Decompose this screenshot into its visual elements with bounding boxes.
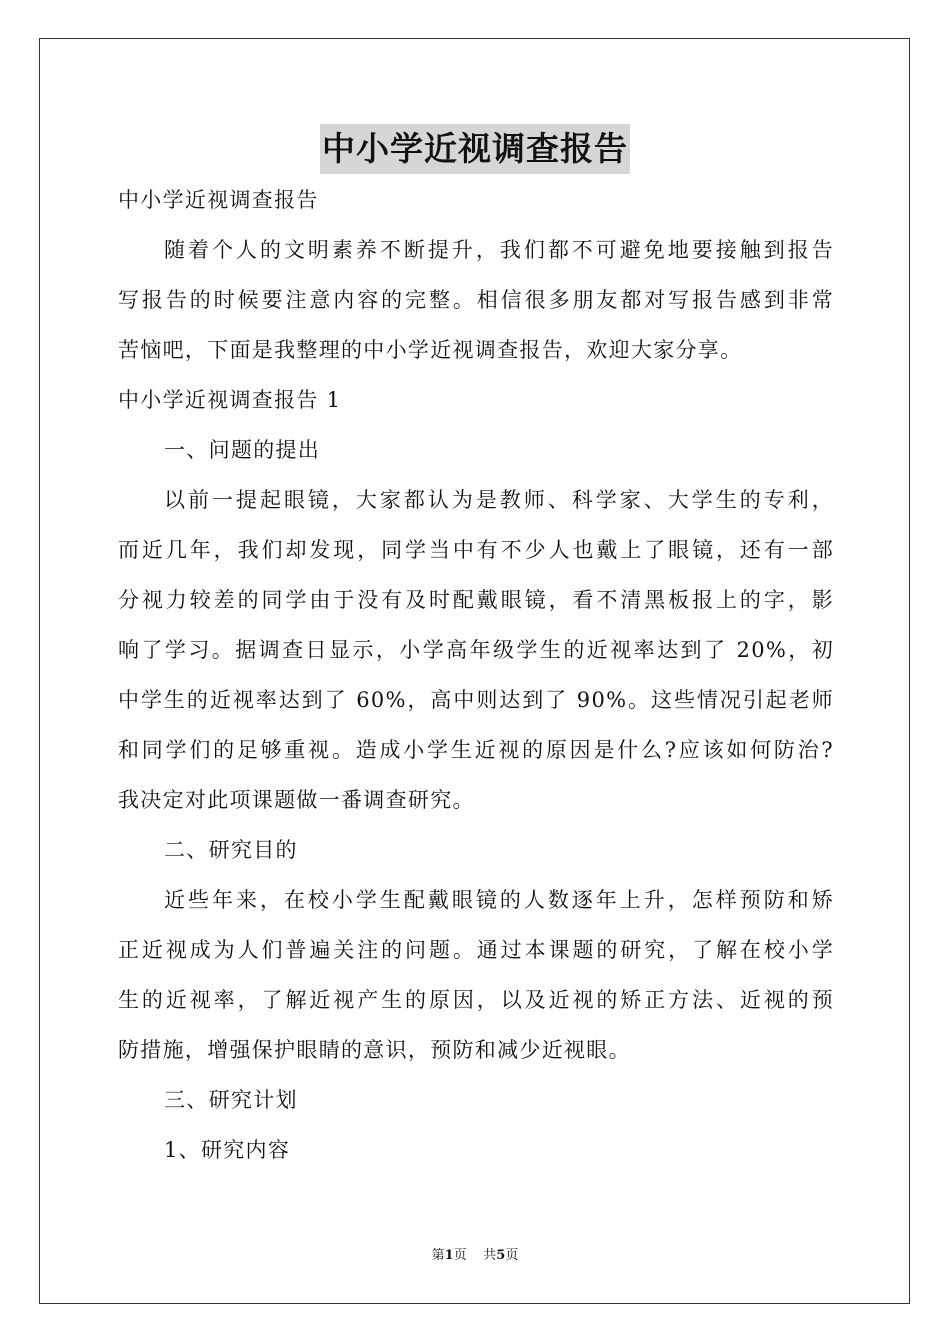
section-heading: 一、问题的提出 <box>164 438 321 462</box>
footer-total-pages: 5 <box>496 1248 506 1263</box>
subtitle-line: 中小学近视调查报告 <box>118 188 319 212</box>
paragraph-line: 以前一提起眼镜，大家都认为是教师、科学家、大学生的专利， <box>164 488 834 512</box>
page-footer <box>0 1247 950 1265</box>
paragraph-line: 响了学习。据调查日显示，小学高年级学生的近视率达到了 20%，初 <box>118 638 834 662</box>
section-heading: 二、研究目的 <box>164 838 298 862</box>
document-title-text: 中小学近视调查报告 <box>320 124 630 174</box>
paragraph-line: 苦恼吧，下面是我整理的中小学近视调查报告，欢迎大家分享。 <box>118 338 743 362</box>
paragraph-line: 中学生的近视率达到了 60%，高中则达到了 90%。这些情况引起老师 <box>118 688 834 712</box>
footer-total-suffix: 页 <box>505 1248 519 1263</box>
paragraph-line: 生的近视率，了解近视产生的原因，以及近视的矫正方法、近视的预 <box>118 988 834 1012</box>
section-heading: 三、研究计划 <box>164 1088 298 1112</box>
section-heading: 1、研究内容 <box>164 1138 291 1162</box>
footer-current-page: 1 <box>444 1248 454 1263</box>
paragraph-line: 分视力较差的同学由于没有及时配戴眼镜，看不清黑板报上的字，影 <box>118 588 834 612</box>
footer-prefix: 第 <box>431 1248 445 1263</box>
paragraph-line: 和同学们的足够重视。造成小学生近视的原因是什么?应该如何防治? <box>118 738 834 762</box>
paragraph-line: 写报告的时候要注意内容的完整。相信很多朋友都对写报告感到非常 <box>118 288 834 312</box>
paragraph-line: 随着个人的文明素养不断提升，我们都不可避免地要接触到报告 <box>164 238 834 262</box>
document-body <box>118 175 834 1175</box>
document-title <box>0 124 950 174</box>
paragraph-line: 我决定对此项课题做一番调查研究。 <box>118 788 475 812</box>
paragraph-line: 防措施，增强保护眼睛的意识，预防和减少近视眼。 <box>118 1038 631 1062</box>
paragraph-line: 正近视成为人们普遍关注的问题。通过本课题的研究，了解在校小学 <box>118 938 834 962</box>
paragraph-line: 近些年来，在校小学生配戴眼镜的人数逐年上升，怎样预防和矫 <box>164 888 834 912</box>
footer-total-prefix: 共 <box>483 1248 497 1263</box>
section-heading: 中小学近视调查报告 1 <box>118 388 342 412</box>
paragraph-line: 而近几年，我们却发现，同学当中有不少人也戴上了眼镜，还有一部 <box>118 538 834 562</box>
footer-page-word: 页 <box>453 1248 467 1263</box>
